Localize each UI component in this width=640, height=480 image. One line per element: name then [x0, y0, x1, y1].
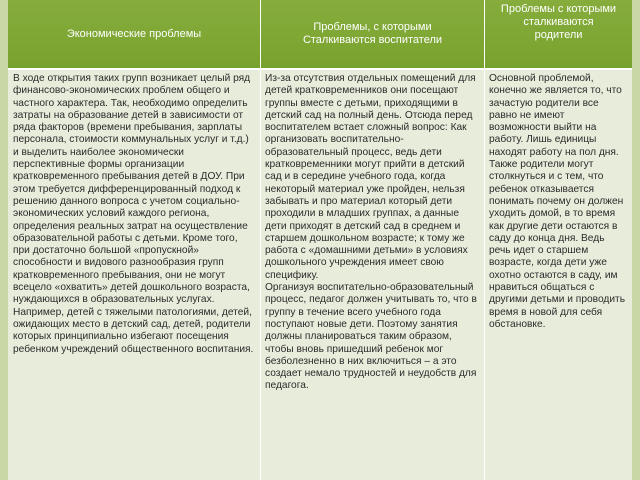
table-body-row	[8, 68, 632, 480]
table-header-row	[8, 0, 632, 68]
cell-educator-problems: Из-за отсутствия отдельных помещений для детей кратковременников они посещают группы вместе с детьми, приходящими в детский сад на полный день. Отсюда перед воспитателем встает сложный вопрос: Как организовать воспитательно-образовательный процесс, ведь дети кратковременники могут прийти в детский сад и в середине учебного года, когда некоторый материал уже пройден, нельзя забывать и про материал который дети проходили в младших группах, а данные дети приходят в детский сад в среднем и старшем дошкольном возрасте; к тому же работа с «домашними детьми» в условиях дошкольного учреждения имеет свою специфику. Организуя воспитательно-образовательный процесс, педагог должен учитывать то, что в группу в течение всего учебного года поступают новые дети. Поэтому занятия должны планироваться таким образом, чтобы вновь пришедший ребенок мог безболезненно в них включиться – а это создает немало трудностей и неудобств для педагога.	[261, 70, 485, 480]
cell-parent-problems: Основной проблемой, конечно же является то, что зачастую родители все равно не имеют возможности выйти на работу. Лишь единицы находят работу на пол дня. Также родители могут столкнуться и с тем, что ребенок отказывается понимать почему он должен уходить домой, в то время как другие дети остаются в саду до конца дня. Ведь речь идет о старшем возрасте, когда дети уже охотно остаются в саду, им нравиться общаться с другими детьми и проводить время в новой для себя обстановке.	[485, 70, 632, 480]
document-page	[8, 0, 632, 480]
header-economic-problems: Экономические проблемы	[8, 0, 261, 68]
header-parent-problems: Проблемы с которыми сталкиваются родители	[500, 3, 617, 41]
cell-economic-problems: В ходе открытия таких групп возникает целый ряд финансово-экономических проблем общего и частного характера. Так, необходимо определить затраты на образование детей в зависимости от ряда факторов (времени пребывания, зарплаты персонала, стоимости коммунальных услуг и т.д.) и выделить наиболее экономически перспективные формы организации кратковременного пребывания детей в ДОУ. При этом требуется дифференцированный подход к решению данного вопроса с учетом социально-экономических условий каждого региона, определения реальных затрат на осуществление образовательной работы с детьми. Кроме того, при достаточно большой «пропускной» способности и видового разнообразия групп кратковременного пребывания, они не могут всецело «охватить» детей дошкольного возраста, нуждающихся в образовательных услугах. Например, детей с тяжелыми патологиями, детей, ожидающих место в детский сад, детей, родители которых принципиально избегают посещения ребенком учреждений общественного воспитания.	[8, 70, 261, 480]
header-educator-problems: Проблемы, с которыми Сталкиваются воспитатели	[261, 0, 485, 68]
